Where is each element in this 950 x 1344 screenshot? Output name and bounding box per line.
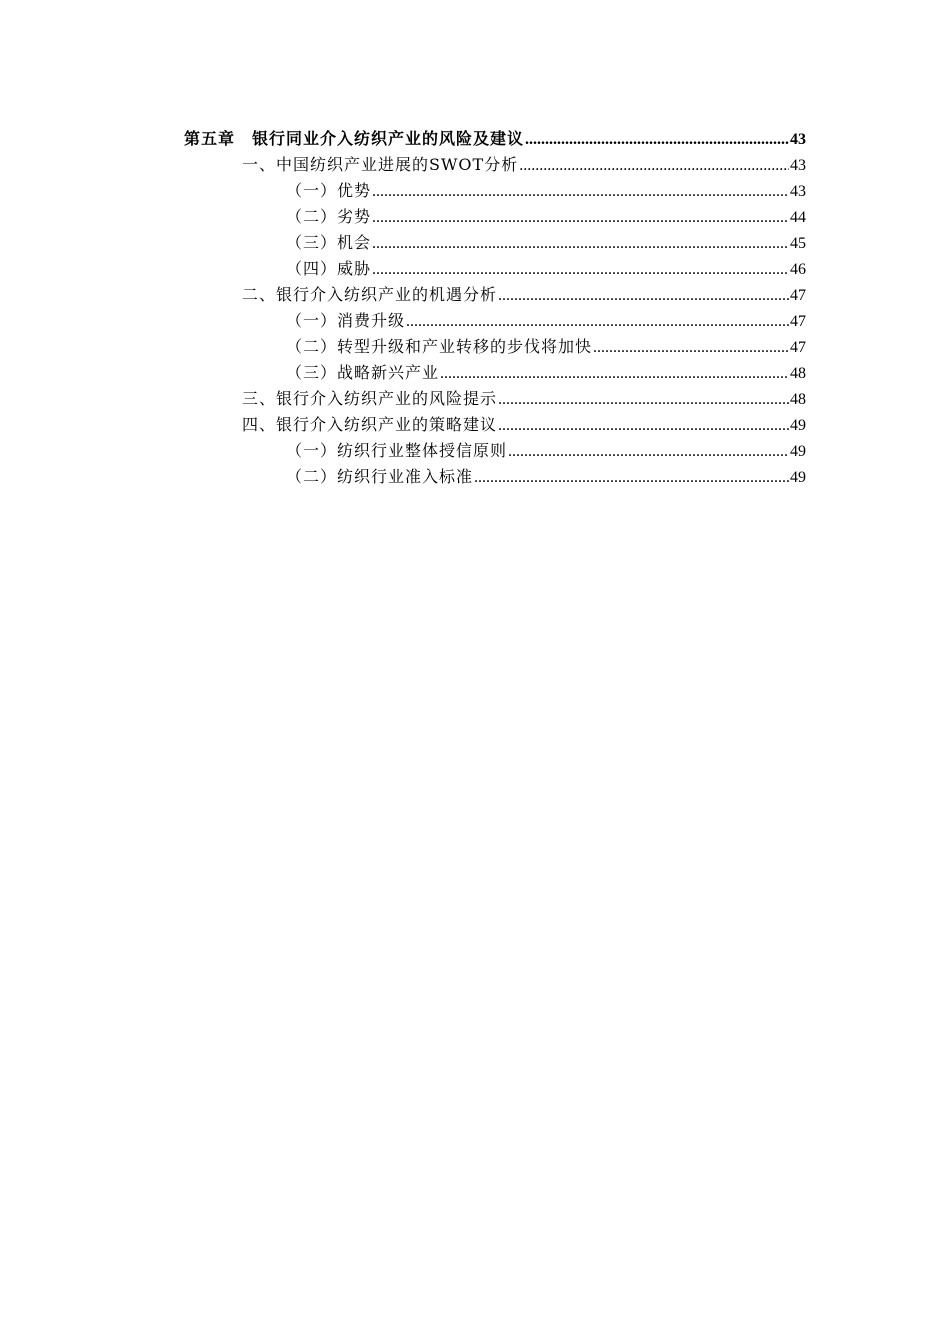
toc-entry-title: （三）战略新兴产业 <box>286 363 440 382</box>
toc-entry-title: （一）纺织行业整体授信原则 <box>286 441 508 460</box>
toc-leader-dots <box>498 283 789 309</box>
toc-entry[interactable] <box>184 334 806 360</box>
toc-entry-page: 48 <box>790 391 806 408</box>
toc-entry-page: 44 <box>790 209 806 226</box>
toc-entry-title: （二）劣势 <box>286 207 372 226</box>
toc-entry-title: （一）消费升级 <box>286 311 406 330</box>
toc-leader-dots <box>498 387 789 413</box>
toc-entry-page: 47 <box>790 339 806 356</box>
toc-entry-title: （四）威胁 <box>286 259 372 278</box>
toc-leader-dots <box>474 465 789 491</box>
toc-entry-title: 三、银行介入纺织产业的风险提示 <box>242 389 498 408</box>
toc-entry[interactable] <box>184 360 806 386</box>
toc-entry[interactable] <box>184 282 806 308</box>
toc-entry-title: 第五章 银行同业介入纺织产业的风险及建议 <box>184 129 525 148</box>
toc-entry-page: 49 <box>790 443 806 460</box>
toc-entry-title: （三）机会 <box>286 233 372 252</box>
toc-entry[interactable] <box>184 152 806 178</box>
toc-entry[interactable] <box>184 386 806 412</box>
toc-entry-title: 四、银行介入纺织产业的策略建议 <box>242 415 498 434</box>
toc-entry-page: 49 <box>790 469 806 486</box>
toc-entry-title: （一）优势 <box>286 181 372 200</box>
toc-entry-page: 43 <box>790 157 806 174</box>
toc-entry-title: （二）转型升级和产业转移的步伐将加快 <box>286 337 593 356</box>
toc-leader-dots <box>440 361 789 387</box>
toc-entry-page: 47 <box>790 313 806 330</box>
toc-entry[interactable] <box>184 308 806 334</box>
toc-entry-title: 一、中国纺织产业进展的SWOT分析 <box>242 155 519 174</box>
toc-leader-dots <box>519 153 789 179</box>
toc-leader-dots <box>372 179 789 205</box>
toc-entry-page: 45 <box>790 235 806 252</box>
table-of-contents <box>184 126 806 490</box>
toc-entry[interactable] <box>184 230 806 256</box>
toc-entry-page: 46 <box>790 261 806 278</box>
toc-entry[interactable] <box>184 464 806 490</box>
toc-leader-dots <box>406 309 789 335</box>
toc-entry-page: 43 <box>790 131 806 148</box>
toc-leader-dots <box>372 231 789 257</box>
toc-entry-page: 48 <box>790 365 806 382</box>
toc-leader-dots <box>525 127 789 153</box>
toc-entry[interactable] <box>184 126 806 152</box>
toc-entry[interactable] <box>184 412 806 438</box>
toc-leader-dots <box>593 335 789 361</box>
toc-leader-dots <box>508 439 789 465</box>
toc-entry-title: （二）纺织行业准入标准 <box>286 467 474 486</box>
toc-entry[interactable] <box>184 438 806 464</box>
toc-entry-page: 47 <box>790 287 806 304</box>
toc-entry-title: 二、银行介入纺织产业的机遇分析 <box>242 285 498 304</box>
toc-entry[interactable] <box>184 204 806 230</box>
toc-leader-dots <box>498 413 789 439</box>
toc-leader-dots <box>372 205 789 231</box>
toc-entry[interactable] <box>184 256 806 282</box>
toc-entry[interactable] <box>184 178 806 204</box>
toc-leader-dots <box>372 257 789 283</box>
toc-entry-page: 49 <box>790 417 806 434</box>
toc-entry-page: 43 <box>790 183 806 200</box>
